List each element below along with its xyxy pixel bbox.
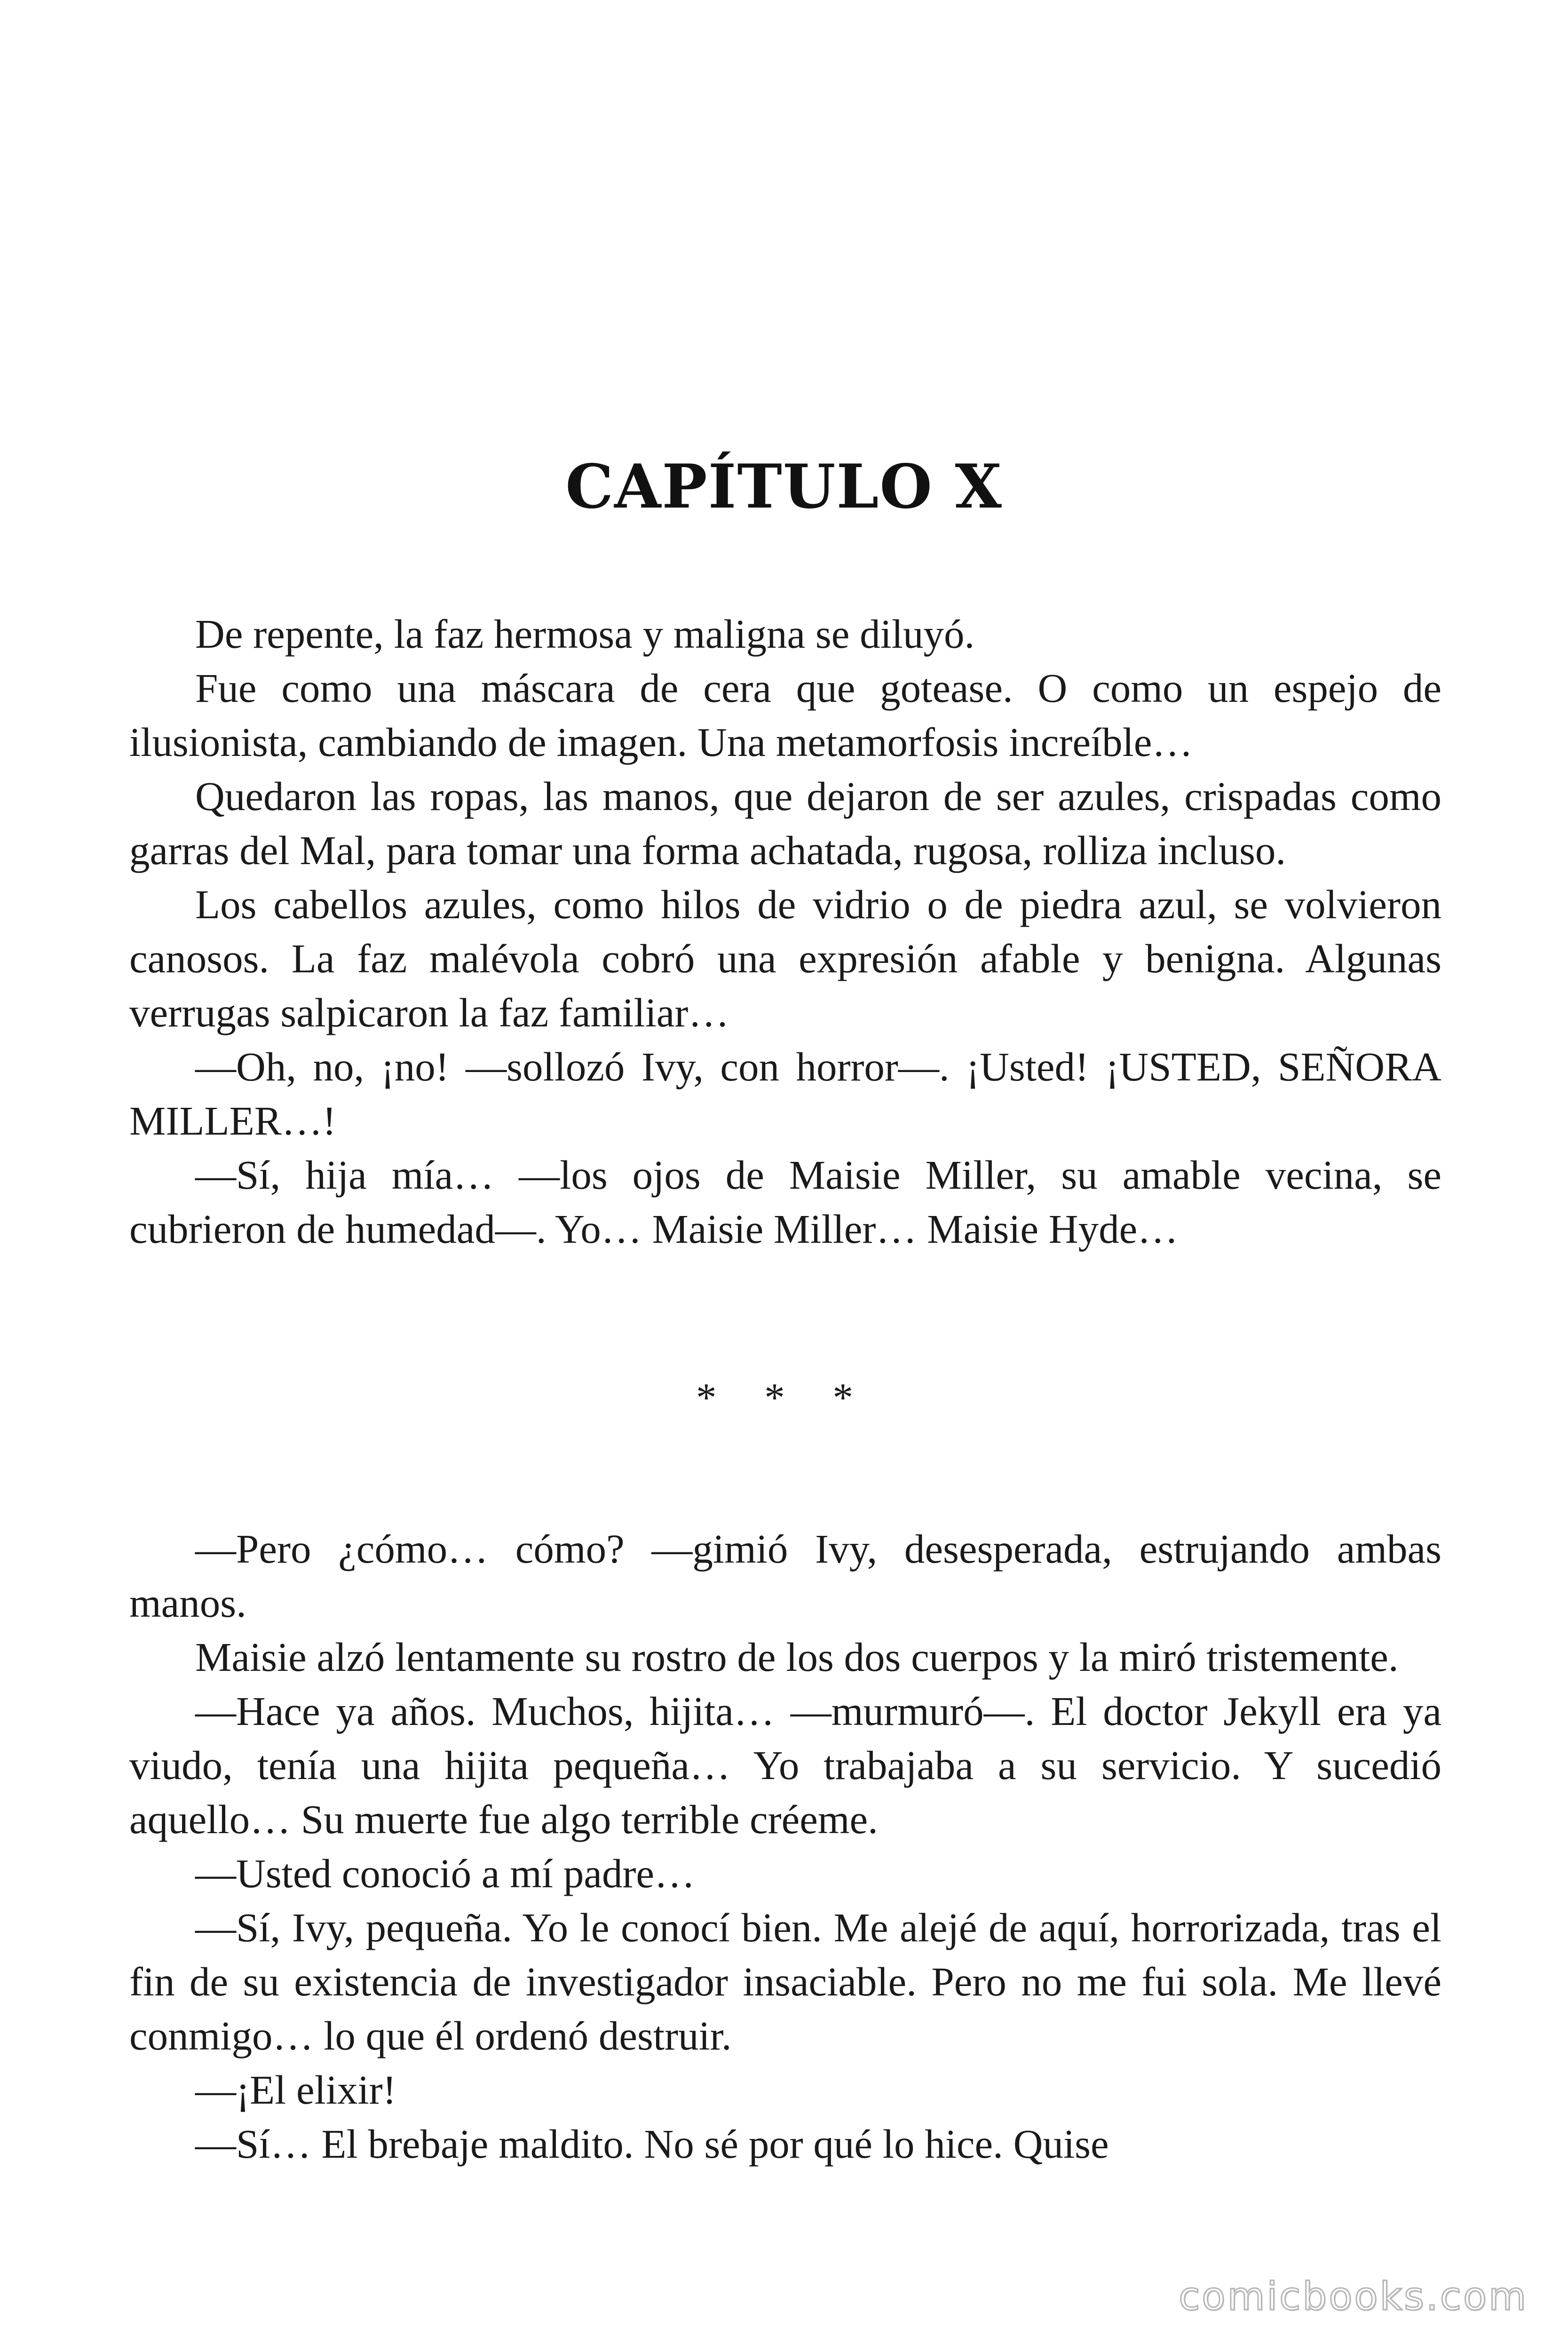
paragraph: Fue como una máscara de cera que gotease. O como un espejo de ilusionista, cambiando de imagen. Una metamorfosis increíble…: [129, 665, 1441, 765]
paragraph: —Usted conoció a mí padre…: [195, 1851, 696, 1896]
scene-separator: * * *: [696, 1375, 872, 1420]
paragraph: Los cabellos azules, como hilos de vidrio o de piedra azul, se volvieron canosos. La faz malévola cobró una expresión afable y benigna. Algunas verrugas salpicaron la faz familiar…: [129, 882, 1441, 1035]
section-2: [129, 1522, 1441, 2171]
paragraph: —Oh, no, ¡no! —sollozó Ivy, con horror—. ¡Usted! ¡USTED, SEÑORA MILLER…!: [129, 1044, 1441, 1144]
section-1: [129, 607, 1441, 1256]
paragraph: Maisie alzó lentamente su rostro de los dos cuerpos y la miró tristemente.: [195, 1634, 1399, 1680]
paragraph: —Sí, hija mía… —los ojos de Maisie Miller, su amable vecina, se cubrieron de humedad—. Yo… Maisie Miller… Maisie Hyde…: [129, 1152, 1441, 1252]
paragraph: De repente, la faz hermosa y maligna se diluyó.: [195, 611, 975, 657]
paragraph: —Sí, Ivy, pequeña. Yo le conocí bien. Me alejé de aquí, horrorizada, tras el fin de su existencia de investigador insaciable. Pero no me fui sola. Me llevé conmigo… lo que él ordenó destruir.: [129, 1905, 1441, 2058]
chapter-title: CAPÍTULO X: [565, 452, 1003, 522]
paragraph: —Pero ¿cómo… cómo? —gimió Ivy, desesperada, estrujando ambas manos.: [129, 1526, 1441, 1626]
paragraph: —Hace ya años. Muchos, hijita… —murmuró—. El doctor Jekyll era ya viudo, tenía una hijita pequeña… Yo trabajaba a su servicio. Y sucedió aquello… Su muerte fue algo terrible créeme.: [129, 1688, 1441, 1842]
paragraph: Quedaron las ropas, las manos, que dejaron de ser azules, crispadas como garras del Mal, para tomar una forma achatada, rugosa, rolliza incluso.: [129, 773, 1441, 873]
site-watermark: comicbooks.com: [1179, 2274, 1528, 2319]
paragraph: —Sí… El brebaje maldito. No sé por qué lo hice. Quise: [195, 2121, 1109, 2167]
paragraph: —¡El elixir!: [195, 2067, 396, 2113]
